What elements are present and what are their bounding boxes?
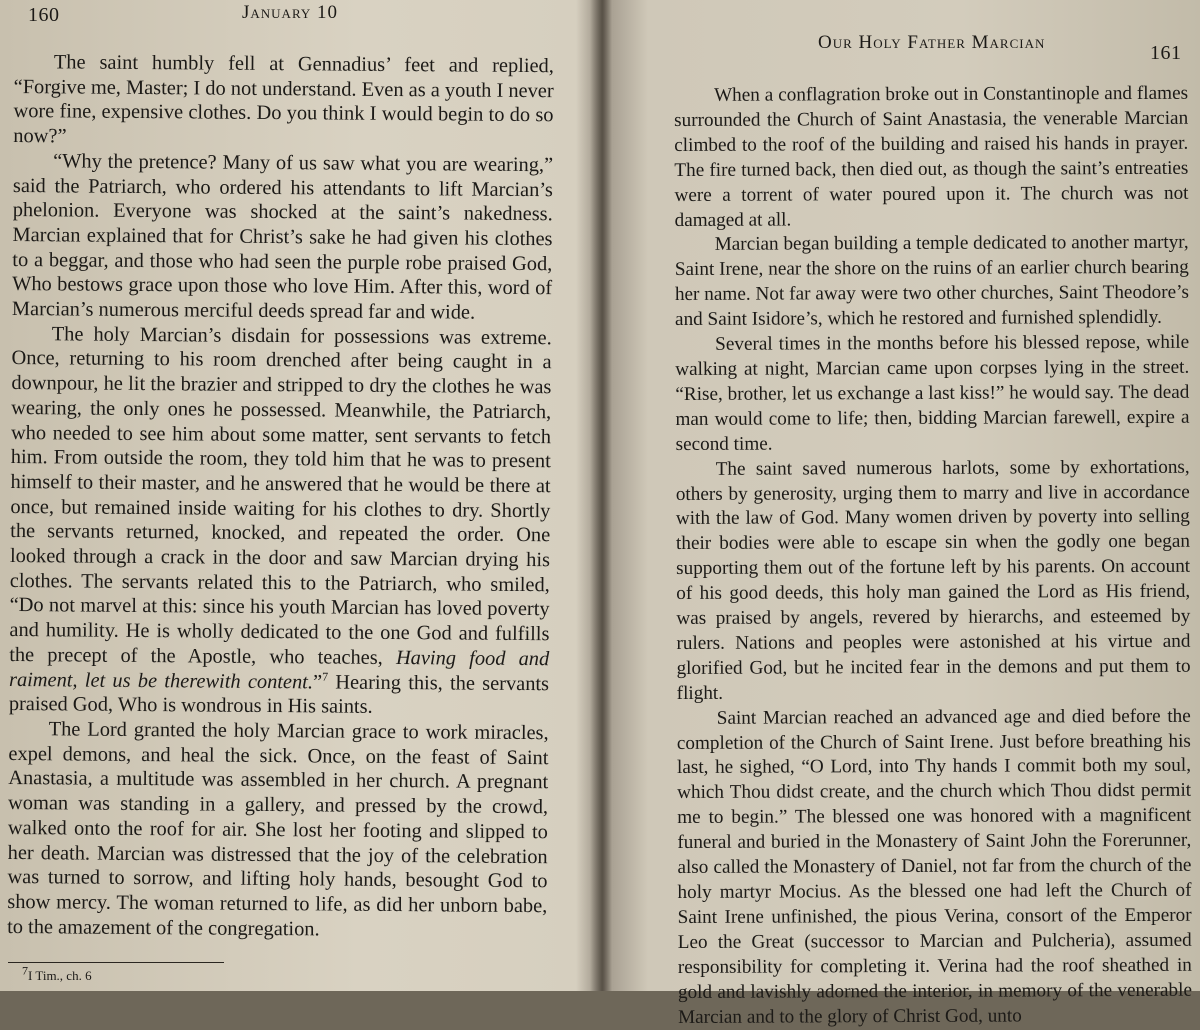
left-page: [0, 0, 598, 991]
footnote-number: 7: [22, 963, 28, 978]
quote-close-mark: ”: [312, 670, 323, 694]
scripture-quote: Having food and raiment, let us be therewith content.: [8, 646, 550, 693]
left-page-body: [7, 50, 554, 944]
footnote-marker: 7: [322, 669, 329, 684]
footnote-text: I Tim., ch. 6: [28, 968, 92, 983]
right-page-number: 161: [1150, 42, 1182, 64]
right-paragraph-2: Marcian began building a temple dedicated to another martyr, Saint Irene, near the shore on the ruins of an earlier church bearing her name. Not far away were two other churches, Saint Theodore’s and Saint Isidore’s, which he restored and furnished splendidly.: [674, 232, 1189, 331]
right-paragraph-3: Several times in the months before his blessed repose, while walking at night, Marcian came upon corpses lying in the street. “Rise, brother, let us exchange a last kiss!” he would say. The dead man would come to life; then, bidding Marcian farewell, expire a second time.: [675, 331, 1190, 455]
left-page-number: 160: [28, 4, 60, 26]
right-page: [602, 0, 1200, 1028]
right-paragraph-4: The saint saved numerous harlots, some by exhortations, others by generosity, urging them to marry and live in accordance with the law of God. Many women driven by poverty into selling their bodies were able to escape sin when the godly one began supporting them out of the fortune left by his parents. On account of his good deeds, this holy man gained the Lord as His friend, was praised by angels, revered by hierarchs, and esteemed by rulers. Nations and peoples were astonished at his virtue and glorified God, but he incited fear in the demons and put them to flight.: [675, 456, 1191, 704]
left-paragraph-2: “Why the pretence? Many of us saw what you are wearing,” said the Patriarch, who ordered his attendants to lift Marcian’s phelonion. Everyone was shocked at the saint’s nakedness. Marcian explained that for Christ’s sake he had given his clothes to a beggar, and those who had seen the purple robe praised God, Who bestows grace upon those who love Him. After this, word of Marcian’s numerous merciful deeds spread far and wide.: [11, 150, 554, 324]
left-paragraph-1: The saint humbly fell at Gennadius’ feet and replied, “Forgive me, Master; I do not understand. Even as a youth I never wore fine, expensive clothes. Do you think I would begin to do so now?”: [13, 51, 554, 148]
left-running-head: January 10: [242, 2, 339, 23]
right-running-head: Our Holy Father Marcian: [818, 32, 1046, 53]
left-paragraph-3: [9, 322, 552, 721]
left-paragraph-4: The Lord granted the holy Marcian grace to work miracles, expel demons, and heal the sick. Once, on the feast of Saint Anastasia, a multitude was assembled in her church. A pregnant woman was standing in a gallery, and pressed by the crowd, walked onto the roof for air. She lost her footing and slipped to her death. Marcian was distressed that the joy of the celebration was turned to sorrow, and lifting holy hands, besought God to show mercy. The woman returned to life, as did her unborn babe, to the amazement of the congregation.: [7, 718, 549, 941]
right-page-body: [674, 82, 1192, 1030]
right-paragraph-5: Saint Marcian reached an advanced age and died before the completion of the Church of Saint Irene. Just before breathing his last, he sighed, “O Lord, into Thy hands I commit both my soul, which Thou didst create, and the church which Thou didst permit me to begin.” The blessed one was honored with a magnificent funeral and buried in the Monastery of Saint John the Forerunner, also called the Monastery of Daniel, not far from the church of the holy martyr Mocius. As the blessed one had left the Church of Saint Irene unfinished, the pious Verina, consort of the Emperor Leo the Great (successor to Marcian and Pulcheria), assumed responsibility for completing it. Verina had the roof sheathed in gold and lavishly adorned the interior, in memory of the venerable Marcian and to the glory of Christ God, unto: [676, 705, 1193, 1028]
footnote: [22, 963, 92, 984]
left-paragraph-3-end: Hearing this, the servants praised God, Who is wondrous in His saints.: [8, 671, 550, 719]
left-paragraph-3-text: The holy Marcian’s disdain for possessions was extreme. Once, returning to his room drenched after being caught in a downpour, he lit the brazier and stripped to dry the clothes he was wearing, the only ones he possessed. Meanwhile, the Patriarch, who needed to see him about some matter, sent servants to fetch him. From outside the room, they told him that he was to present himself to their master, and he answered that he would be there at once, but remained inside waiting for his clothes to dry. Shortly the servants returned, knocked, and repeated the order. One looked through a crack in the door and saw Marcian drying his clothes. The servants related this to the Patriarch, who smiled, “Do not marvel at this: since his youth Marcian has loved poverty and humility. He is wholly dedicated to the one God and fulfills the precept of the Apostle, who teaches,: [9, 323, 552, 669]
right-paragraph-1: When a conflagration broke out in Constantinople and flames surrounded the Church of Saint Anastasia, the venerable Marcian climbed to the roof of the building and raised his hands in prayer. The fire turned back, then died out, as though the saint’s entreaties were a torrent of water poured upon it. The church was not damaged at all.: [674, 82, 1189, 231]
footnote-divider: [8, 962, 224, 963]
